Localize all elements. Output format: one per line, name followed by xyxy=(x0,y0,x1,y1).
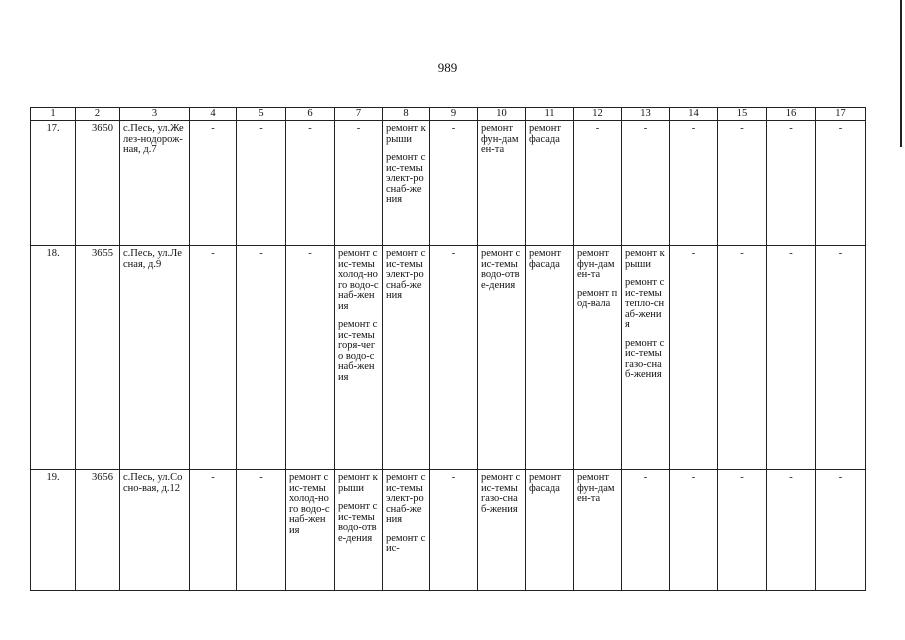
work-cell: - xyxy=(190,246,237,470)
work-item: ремонт сис-темы газо-снаб-жения xyxy=(625,337,665,380)
work-cell: - xyxy=(816,470,866,591)
work-cell xyxy=(574,246,622,470)
row-number: 17. xyxy=(31,121,76,246)
header-cell: 7 xyxy=(335,108,383,121)
work-cell: - xyxy=(816,121,866,246)
work-item: ремонт сис-темы тепло-снаб-жения xyxy=(625,277,665,330)
work-cell: - xyxy=(430,246,478,470)
header-cell: 12 xyxy=(574,108,622,121)
work-cell xyxy=(478,470,526,591)
row-number: 18. xyxy=(31,246,76,470)
work-cell: - xyxy=(767,246,816,470)
header-cell: 4 xyxy=(190,108,237,121)
work-cell xyxy=(526,246,574,470)
work-cell: - xyxy=(335,121,383,246)
work-cell xyxy=(383,246,430,470)
header-cell: 8 xyxy=(383,108,430,121)
work-cell xyxy=(383,121,430,246)
work-cell: - xyxy=(430,121,478,246)
page-number: 989 xyxy=(437,60,458,75)
work-item: ремонт крыши xyxy=(338,472,378,494)
header-cell: 11 xyxy=(526,108,574,121)
building-code: 3650 xyxy=(76,121,120,246)
work-cell: - xyxy=(670,121,718,246)
work-cell: - xyxy=(670,246,718,470)
work-cell: - xyxy=(574,121,622,246)
header-cell: 16 xyxy=(767,108,816,121)
work-item: ремонт сис-темы элект-роснаб-жения xyxy=(386,152,426,205)
work-item: ремонт сис-темы холод-ного водо-снаб-жения xyxy=(338,248,379,312)
work-cell xyxy=(383,470,430,591)
table-row xyxy=(31,470,866,591)
building-code: 3656 xyxy=(76,470,120,591)
work-cell xyxy=(286,470,335,591)
work-cell: - xyxy=(237,121,286,246)
table-row xyxy=(31,246,866,470)
work-item: ремонт сис-темы элект-роснаб-жения xyxy=(386,248,426,301)
work-cell: - xyxy=(767,121,816,246)
work-cell: - xyxy=(430,470,478,591)
work-item: ремонт фасада xyxy=(529,123,562,145)
header-cell: 13 xyxy=(622,108,670,121)
work-item: ремонт крыши xyxy=(625,248,665,270)
building-address: с.Песь, ул.Желез-нодорож-ная, д.7 xyxy=(120,121,190,246)
work-item: ремонт фун-дамен-та xyxy=(577,248,615,280)
repair-schedule-table xyxy=(30,107,866,591)
scan-edge-line xyxy=(900,0,902,147)
header-cell: 15 xyxy=(718,108,767,121)
work-cell: - xyxy=(286,246,335,470)
header-cell: 10 xyxy=(478,108,526,121)
work-cell xyxy=(478,121,526,246)
work-item: ремонт крыши xyxy=(386,123,426,145)
work-cell: - xyxy=(622,470,670,591)
work-item: ремонт фасада xyxy=(529,472,562,494)
work-cell xyxy=(574,470,622,591)
column-number-header xyxy=(31,108,866,121)
header-cell: 17 xyxy=(816,108,866,121)
work-cell: - xyxy=(767,470,816,591)
building-address: с.Песь, ул.Лесная, д.9 xyxy=(120,246,190,470)
building-code: 3655 xyxy=(76,246,120,470)
work-cell xyxy=(622,246,670,470)
work-item: ремонт сис-темы газо-снаб-жения xyxy=(481,472,521,515)
work-item: ремонт сис- xyxy=(386,532,426,554)
work-cell: - xyxy=(622,121,670,246)
work-item: ремонт фун-дамен-та xyxy=(577,472,615,504)
work-item: ремонт фун-дамен-та xyxy=(481,123,519,155)
header-cell: 3 xyxy=(120,108,190,121)
work-cell: - xyxy=(286,121,335,246)
work-item: ремонт сис-темы водо-отве-дения xyxy=(338,501,378,544)
work-cell: - xyxy=(718,121,767,246)
building-address: с.Песь, ул.Сосно-вая, д.12 xyxy=(120,470,190,591)
work-item: ремонт сис-темы горя-чего водо-снаб-жения xyxy=(338,319,378,383)
work-cell xyxy=(335,470,383,591)
table-row xyxy=(31,121,866,246)
work-cell: - xyxy=(237,470,286,591)
row-number: 19. xyxy=(31,470,76,591)
header-cell: 2 xyxy=(76,108,120,121)
work-cell: - xyxy=(718,470,767,591)
work-cell: - xyxy=(816,246,866,470)
work-cell: - xyxy=(190,470,237,591)
header-cell: 1 xyxy=(31,108,76,121)
work-item: ремонт под-вала xyxy=(577,287,618,309)
work-cell: - xyxy=(670,470,718,591)
header-cell: 5 xyxy=(237,108,286,121)
header-cell: 6 xyxy=(286,108,335,121)
work-cell xyxy=(335,246,383,470)
work-cell: - xyxy=(237,246,286,470)
work-item: ремонт фасада xyxy=(529,248,562,270)
work-cell: - xyxy=(718,246,767,470)
work-cell xyxy=(478,246,526,470)
header-cell: 14 xyxy=(670,108,718,121)
work-item: ремонт сис-темы элект-роснаб-жения xyxy=(386,472,426,525)
header-cell: 9 xyxy=(430,108,478,121)
work-cell: - xyxy=(190,121,237,246)
work-cell xyxy=(526,470,574,591)
work-cell xyxy=(526,121,574,246)
work-item: ремонт сис-темы водо-отве-дения xyxy=(481,248,521,291)
work-item: ремонт сис-темы холод-ного водо-снаб-жения xyxy=(289,472,330,536)
